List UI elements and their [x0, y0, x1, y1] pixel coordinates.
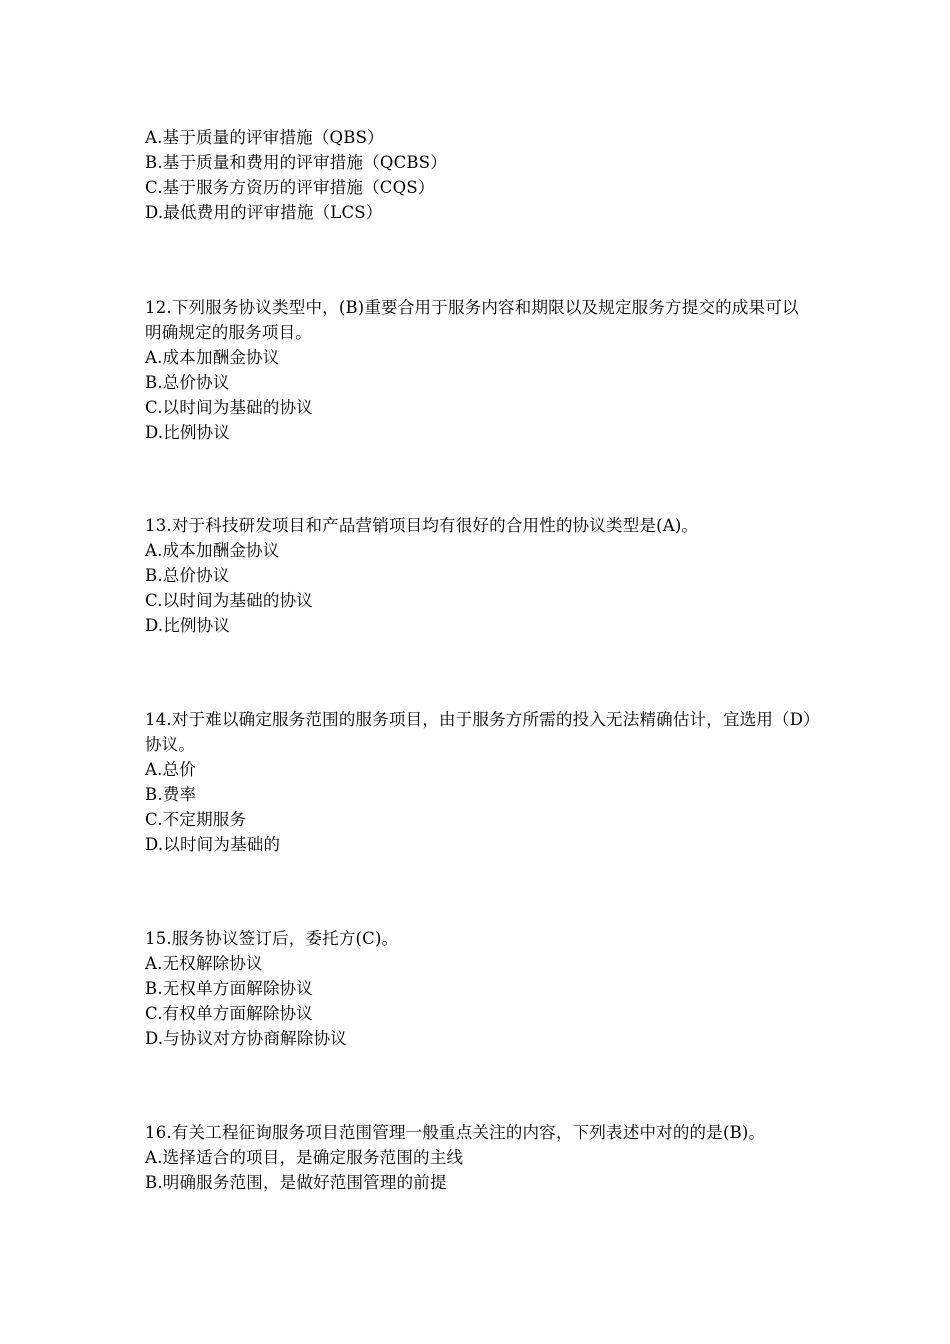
question-14 [145, 707, 815, 857]
option-c: C.以时间为基础的协议 [145, 591, 313, 610]
option-a: A.成本加酬金协议 [145, 348, 280, 367]
option-c: C.不定期服务 [145, 810, 247, 829]
option-a: A.选择适合的项目，是确定服务范围的主线 [145, 1148, 464, 1167]
option-d: D.比例协议 [145, 423, 231, 442]
question-15 [145, 926, 815, 1051]
question-11-options [145, 125, 815, 225]
option-b: B.总价协议 [145, 566, 230, 585]
option-c: C.有权单方面解除协议 [145, 1004, 313, 1023]
option-d: D.以时间为基础的 [145, 835, 281, 854]
option-d: D.比例协议 [145, 616, 231, 635]
option-b: B.总价协议 [145, 373, 230, 392]
question-stem: 15.服务协议签订后，委托方(C)。 [145, 929, 399, 948]
option-a: A.基于质量的评审措施（QBS） [145, 128, 384, 147]
question-13 [145, 513, 815, 638]
option-d: D.最低费用的评审措施（LCS） [145, 203, 383, 222]
option-a: A.无权解除协议 [145, 954, 263, 973]
question-16 [145, 1120, 815, 1195]
option-a: A.成本加酬金协议 [145, 541, 280, 560]
option-a: A.总价 [145, 760, 196, 779]
question-stem: 16.有关工程征询服务项目范围管理一般重点关注的内容，下列表述中对的的是(B)。 [145, 1123, 766, 1142]
question-12 [145, 295, 815, 445]
option-c: C.以时间为基础的协议 [145, 398, 313, 417]
option-b: B.基于质量和费用的评审措施（QCBS） [145, 153, 447, 172]
option-c: C.基于服务方资历的评审措施（CQS） [145, 178, 435, 197]
option-b: B.明确服务范围，是做好范围管理的前提 [145, 1173, 447, 1192]
question-stem: 13.对于科技研发项目和产品营销项目均有很好的合用性的协议类型是(A)。 [145, 516, 699, 535]
question-stem: 14.对于难以确定服务范围的服务项目，由于服务方所需的投入无法精确估计，宜选用（D）协议。 [145, 710, 812, 754]
option-b: B.费率 [145, 785, 197, 804]
question-stem: 12.下列服务协议类型中，(B)重要合用于服务内容和期限以及规定服务方提交的成果可以明确规定的服务项目。 [145, 298, 799, 342]
option-d: D.与协议对方协商解除协议 [145, 1029, 347, 1048]
option-b: B.无权单方面解除协议 [145, 979, 314, 998]
